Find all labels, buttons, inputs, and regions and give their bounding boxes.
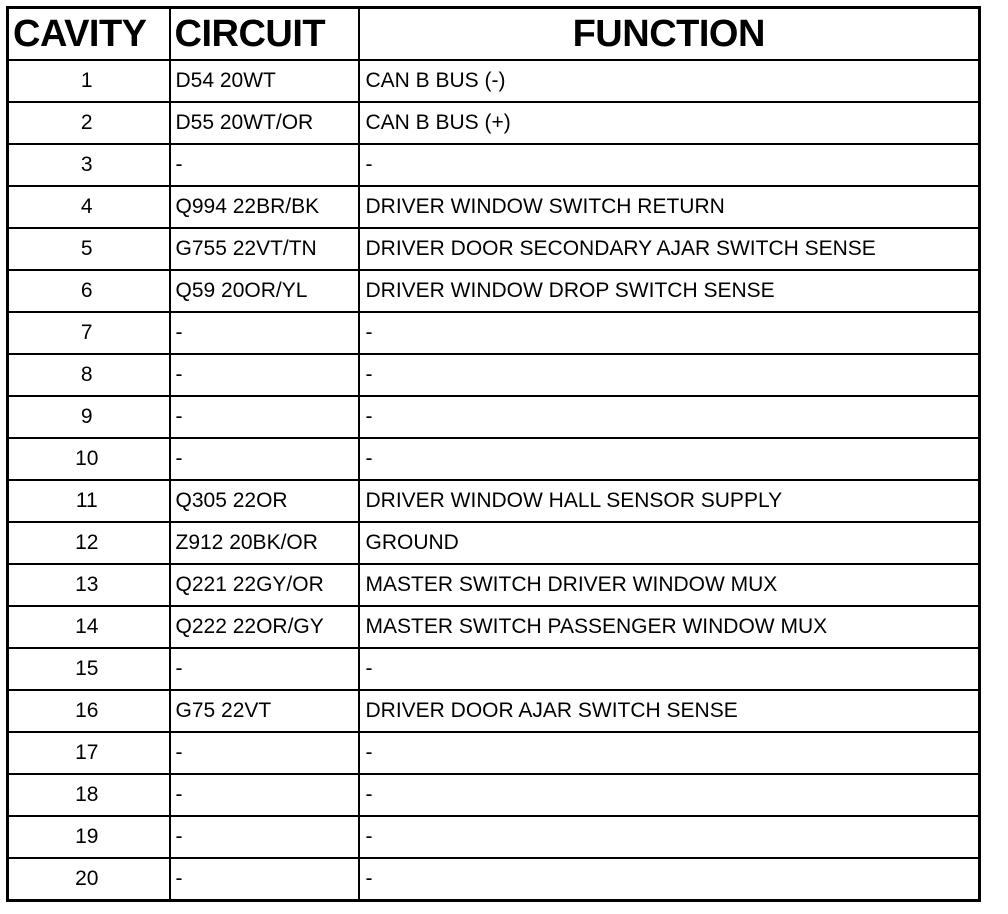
circuit-cell: Q994 22BR/BK [170, 186, 359, 228]
cavity-cell: 7 [8, 312, 170, 354]
circuit-cell: Q221 22GY/OR [170, 564, 359, 606]
header-row [8, 8, 980, 61]
circuit-cell: G755 22VT/TN [170, 228, 359, 270]
circuit-header: CIRCUIT [170, 8, 359, 61]
circuit-cell: - [170, 732, 359, 774]
cavity-cell: 15 [8, 648, 170, 690]
table-row [8, 228, 980, 270]
cavity-header: CAVITY [8, 8, 170, 61]
circuit-cell: D54 20WT [170, 60, 359, 102]
circuit-cell: - [170, 858, 359, 901]
table-row [8, 774, 980, 816]
circuit-cell: G75 22VT [170, 690, 359, 732]
cavity-cell: 14 [8, 606, 170, 648]
cavity-cell: 17 [8, 732, 170, 774]
circuit-cell: Q222 22OR/GY [170, 606, 359, 648]
cavity-cell: 13 [8, 564, 170, 606]
circuit-cell: - [170, 438, 359, 480]
function-cell: DRIVER DOOR AJAR SWITCH SENSE [359, 690, 980, 732]
circuit-cell: Q59 20OR/YL [170, 270, 359, 312]
function-cell: - [359, 312, 980, 354]
function-cell: - [359, 354, 980, 396]
circuit-cell: - [170, 354, 359, 396]
table-row [8, 312, 980, 354]
circuit-cell: D55 20WT/OR [170, 102, 359, 144]
function-cell: - [359, 774, 980, 816]
function-cell: - [359, 396, 980, 438]
function-cell: DRIVER WINDOW DROP SWITCH SENSE [359, 270, 980, 312]
cavity-cell: 3 [8, 144, 170, 186]
cavity-cell: 6 [8, 270, 170, 312]
function-header: FUNCTION [359, 8, 980, 61]
function-cell: - [359, 816, 980, 858]
cavity-cell: 9 [8, 396, 170, 438]
function-cell: DRIVER WINDOW SWITCH RETURN [359, 186, 980, 228]
table-row [8, 522, 980, 564]
cavity-cell: 19 [8, 816, 170, 858]
cavity-cell: 8 [8, 354, 170, 396]
function-cell: - [359, 438, 980, 480]
function-cell: CAN B BUS (+) [359, 102, 980, 144]
function-cell: - [359, 648, 980, 690]
circuit-cell: - [170, 774, 359, 816]
circuit-cell: - [170, 816, 359, 858]
circuit-cell: - [170, 396, 359, 438]
circuit-cell: - [170, 648, 359, 690]
table-row [8, 606, 980, 648]
table-row [8, 60, 980, 102]
pinout-table [6, 6, 981, 902]
cavity-cell: 18 [8, 774, 170, 816]
circuit-cell: Z912 20BK/OR [170, 522, 359, 564]
table-row [8, 186, 980, 228]
table-row [8, 270, 980, 312]
cavity-cell: 4 [8, 186, 170, 228]
connector-pinout-sheet [6, 6, 978, 906]
table-row [8, 144, 980, 186]
function-cell: MASTER SWITCH DRIVER WINDOW MUX [359, 564, 980, 606]
function-cell: DRIVER WINDOW HALL SENSOR SUPPLY [359, 480, 980, 522]
function-cell: - [359, 732, 980, 774]
cavity-cell: 10 [8, 438, 170, 480]
circuit-cell: - [170, 144, 359, 186]
function-cell: GROUND [359, 522, 980, 564]
pinout-table-body [8, 60, 980, 901]
table-row [8, 480, 980, 522]
cavity-cell: 20 [8, 858, 170, 901]
function-cell: - [359, 858, 980, 901]
cavity-cell: 11 [8, 480, 170, 522]
table-row [8, 732, 980, 774]
function-cell: DRIVER DOOR SECONDARY AJAR SWITCH SENSE [359, 228, 980, 270]
table-row [8, 648, 980, 690]
table-row [8, 816, 980, 858]
cavity-cell: 1 [8, 60, 170, 102]
cavity-cell: 16 [8, 690, 170, 732]
cavity-cell: 5 [8, 228, 170, 270]
table-row [8, 102, 980, 144]
function-cell: CAN B BUS (-) [359, 60, 980, 102]
cavity-cell: 12 [8, 522, 170, 564]
table-row [8, 396, 980, 438]
table-row [8, 564, 980, 606]
table-row [8, 858, 980, 901]
table-row [8, 438, 980, 480]
circuit-cell: - [170, 312, 359, 354]
circuit-cell: Q305 22OR [170, 480, 359, 522]
cavity-cell: 2 [8, 102, 170, 144]
function-cell: - [359, 144, 980, 186]
table-row [8, 690, 980, 732]
function-cell: MASTER SWITCH PASSENGER WINDOW MUX [359, 606, 980, 648]
table-row [8, 354, 980, 396]
